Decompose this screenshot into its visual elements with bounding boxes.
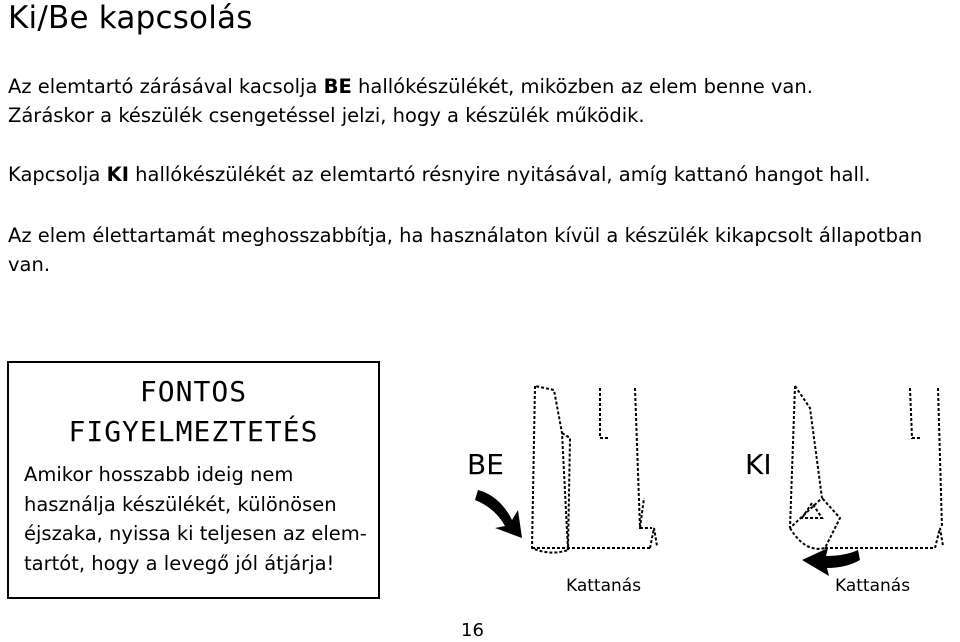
text-segment: hallókészülékét az elemtartó résnyire nyitásával, amíg kattanó hangot hall. (128, 163, 871, 186)
text-segment: hallókészülékét, miközben az elem benne van. (351, 75, 813, 98)
push-arrow-icon (475, 490, 522, 538)
caption-click-right: Kattanás (835, 576, 911, 596)
bold-term-be: BE (323, 75, 352, 98)
paragraph-battery-life: Az elem élettartamát meghosszabbítja, ha használaton kívül a készülék kikapcsolt állapotban van. (8, 224, 923, 276)
text-segment: Az elemtartó zárásával kacsolja (8, 75, 324, 98)
notice-line: Amikor hosszabb ideig nem (24, 463, 294, 486)
notice-line: éjszaka, nyissa ki teljesen az elem- (24, 522, 367, 545)
caption-click-left: Kattanás (566, 576, 642, 596)
page-title: Ki/Be kapcsolás (8, 0, 253, 36)
closed-device-outline (532, 386, 568, 553)
open-device-outline (790, 386, 795, 528)
notice-title-line2: FIGYELMEZTETÉS (68, 415, 319, 448)
page-number: 16 (461, 620, 484, 641)
notice-line: használja készülékét, különösen (24, 492, 337, 516)
notice-line: tartót, hogy a levegő jól átjárja! (24, 551, 335, 575)
paragraph-switch-on (8, 72, 813, 130)
label-ki: KI (745, 448, 772, 481)
notice-title-line1: FONTOS (139, 375, 248, 408)
paragraph-switch-off (8, 160, 871, 189)
notice-text (24, 460, 376, 578)
label-be: BE (467, 448, 504, 481)
battery-door-illustration (450, 378, 960, 588)
bold-term-ki: KI (106, 163, 129, 186)
important-notice-box (7, 361, 380, 599)
open-arrow-icon (802, 548, 860, 576)
paragraph-line: Záráskor a készülék csengetéssel jelzi, hogy a készülék működik. (8, 104, 645, 127)
text-segment: Kapcsolja (8, 163, 107, 186)
paragraph-line (8, 72, 813, 101)
